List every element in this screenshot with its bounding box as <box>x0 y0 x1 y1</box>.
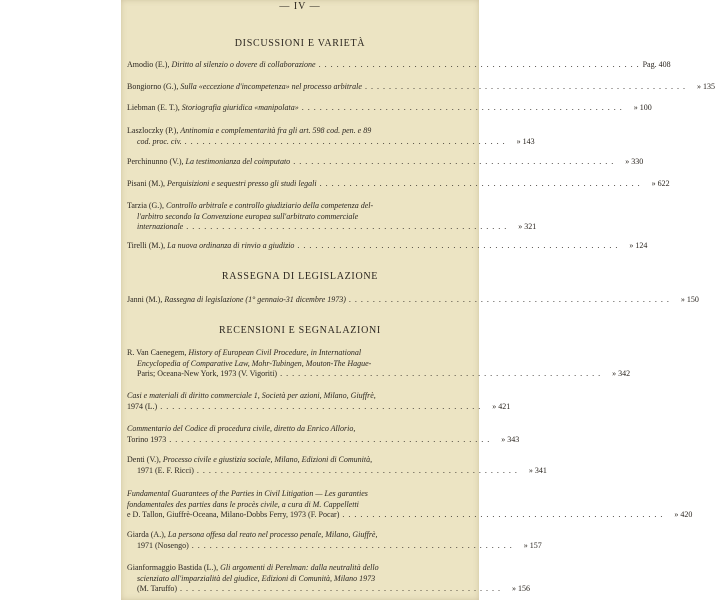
leader-dots <box>346 295 673 306</box>
entry-title: cod. proc. civ. <box>137 136 182 146</box>
toc-entry <box>127 489 693 521</box>
leader-dots <box>290 157 617 168</box>
leader-dots <box>317 179 644 190</box>
entry-title-line: Casi e materiali di diritto commerciale 1, Società per azioni, Milano, Giuffrè, <box>127 391 376 400</box>
entry-page: » 420 <box>674 510 693 519</box>
entry-title-line: Gli argomenti di Perelman: dalla neutralità dello <box>220 563 379 572</box>
leader-dots <box>277 369 604 380</box>
entry-title-line: fondamentales des parties dans le procès civile, a cura di M. Cappelletti <box>127 499 359 509</box>
toc-entry <box>127 60 671 71</box>
entry-title-line: l'arbitro secondo la Convenzione europea sull'arbitrato commerciale <box>137 211 359 221</box>
toc-entry <box>127 201 537 233</box>
entry-author: Bongiorno (G.), <box>127 82 179 91</box>
leader-dots <box>182 137 509 148</box>
entry-title: Perquisizioni e sequestri presso gli studi legali <box>167 179 317 188</box>
entry-title: Storiografia giuridica «manipolata» <box>181 103 299 112</box>
leader-dots <box>316 60 643 71</box>
entry-title: Rassegna di legislazione (1° gennaio-31 dicembre 1973) <box>164 295 346 304</box>
entry-page: » 321 <box>518 222 537 231</box>
toc-entry <box>127 241 648 252</box>
entry-title: La nuova ordinanza di rinvio a giudizio <box>167 241 295 250</box>
entry-author: Giarda (A.), <box>127 530 166 539</box>
entry-title-line: La persona offesa dal reato nel processo penale, Milano, Giuffrè, <box>167 530 378 539</box>
leader-dots <box>339 510 666 521</box>
entry-page: » 421 <box>492 401 511 411</box>
entry-author: Amodio (E.), <box>127 60 170 69</box>
entry-author: Gianformaggio Bastida (L.), <box>127 563 219 572</box>
entry-title: La testimonianza del coimputato <box>185 157 291 166</box>
entry-page: » 157 <box>523 540 542 550</box>
entry-title-line: History of European Civil Procedure, in International <box>188 348 362 357</box>
toc-entry <box>127 103 652 114</box>
leader-dots <box>189 541 516 552</box>
entry-title: Paris; Oceana-New York, 1973 (V. Vigoriti) <box>137 369 278 378</box>
entry-page: » 342 <box>612 369 631 378</box>
entry-page: » 143 <box>516 136 535 146</box>
entry-title: 1971 (E. F. Ricci) <box>137 465 194 475</box>
entry-title: 1971 (Nosengo) <box>137 540 189 550</box>
toc-entry <box>127 391 511 412</box>
entry-title: 1974 (L.) <box>127 401 158 411</box>
toc-entry <box>127 82 715 93</box>
leader-dots <box>157 402 484 413</box>
entry-page: » 124 <box>629 241 648 250</box>
entry-author: Liebman (E. T.), <box>127 103 180 112</box>
toc-entry <box>127 455 547 476</box>
entry-author: Tarzia (G.), <box>127 201 164 210</box>
toc-entry <box>127 295 699 306</box>
entry-page: » 135 <box>696 82 715 91</box>
leader-dots <box>299 103 626 114</box>
entry-title: Torino 1973 <box>127 434 167 444</box>
entry-title-line: Processo civile e giustizia sociale, Milano, Edizioni di Comunità, <box>162 455 373 464</box>
entry-title-line: scienziato all'imparzialità del giudice, Edizioni di Comunità, Milano 1973 <box>137 573 376 583</box>
leader-dots <box>194 466 521 477</box>
toc-entry <box>127 157 644 168</box>
toc-entry <box>127 563 531 595</box>
entry-title-line: Fundamental Guarantees of the Parties in Civil Litigation — Les garanties <box>127 489 368 498</box>
entry-page: » 341 <box>528 465 547 475</box>
section-title-recensioni: RECENSIONI E SEGNALAZIONI <box>219 325 381 336</box>
entry-page: » 156 <box>512 584 531 593</box>
entry-title-line: Antinomia e complementarità fra gli art. 598 cod. pen. e 89 <box>180 126 372 135</box>
entry-author: Perchinunno (V.), <box>127 157 184 166</box>
entry-author: Pisani (M.), <box>127 179 165 188</box>
section-title-discussioni: DISCUSSIONI E VARIETÀ <box>234 38 366 49</box>
leader-dots <box>177 584 504 595</box>
book-page <box>121 0 715 600</box>
entry-author: Denti (V.), <box>127 455 161 464</box>
page-folio: — IV — <box>279 1 321 12</box>
leader-dots <box>294 241 621 252</box>
entry-title: Sulla «eccezione d'incompetenza» nel processo arbitrale <box>180 82 362 91</box>
entry-title: (M. Taruffo) <box>137 584 178 593</box>
entry-page: » 343 <box>501 434 520 444</box>
toc-entry <box>127 126 535 147</box>
entry-author: Laszloczky (P.), <box>127 126 179 135</box>
entry-page: » 622 <box>651 179 670 188</box>
entry-page: Pag. 408 <box>642 60 671 69</box>
entry-page: » 150 <box>680 295 699 304</box>
entry-author: Janni (M.), <box>127 295 163 304</box>
entry-author: R. Van Caenegem, <box>127 348 187 357</box>
entry-title-line: Encyclopedia of Comparative Law, Mohr-Tubingen, Mouton-The Hague- <box>137 358 372 368</box>
leader-dots <box>166 435 493 446</box>
entry-title: internazionale <box>137 222 184 231</box>
entry-title: e D. Tallon, Giuffrè-Oceana, Milano-Dobbs Ferry, 1973 (F. Pocar) <box>127 510 340 519</box>
toc-entry <box>127 424 520 445</box>
leader-dots <box>183 222 510 233</box>
entry-page: » 330 <box>625 157 644 166</box>
section-title-rassegna: RASSEGNA DI LEGISLAZIONE <box>221 271 379 282</box>
entry-page: » 100 <box>633 103 652 112</box>
toc-entry <box>127 348 631 380</box>
leader-dots <box>362 82 689 93</box>
entry-title-line: Controllo arbitrale e controllo giudiziario della competenza del- <box>165 201 374 210</box>
entry-author: Tirelli (M.), <box>127 241 166 250</box>
toc-entry <box>127 179 670 190</box>
toc-entry <box>127 530 542 551</box>
entry-title: Diritto al silenzio o dovere di collaborazione <box>171 60 316 69</box>
entry-title-line: Commentario del Codice di procedura civile, diretto da Enrico Allorio, <box>127 424 356 433</box>
